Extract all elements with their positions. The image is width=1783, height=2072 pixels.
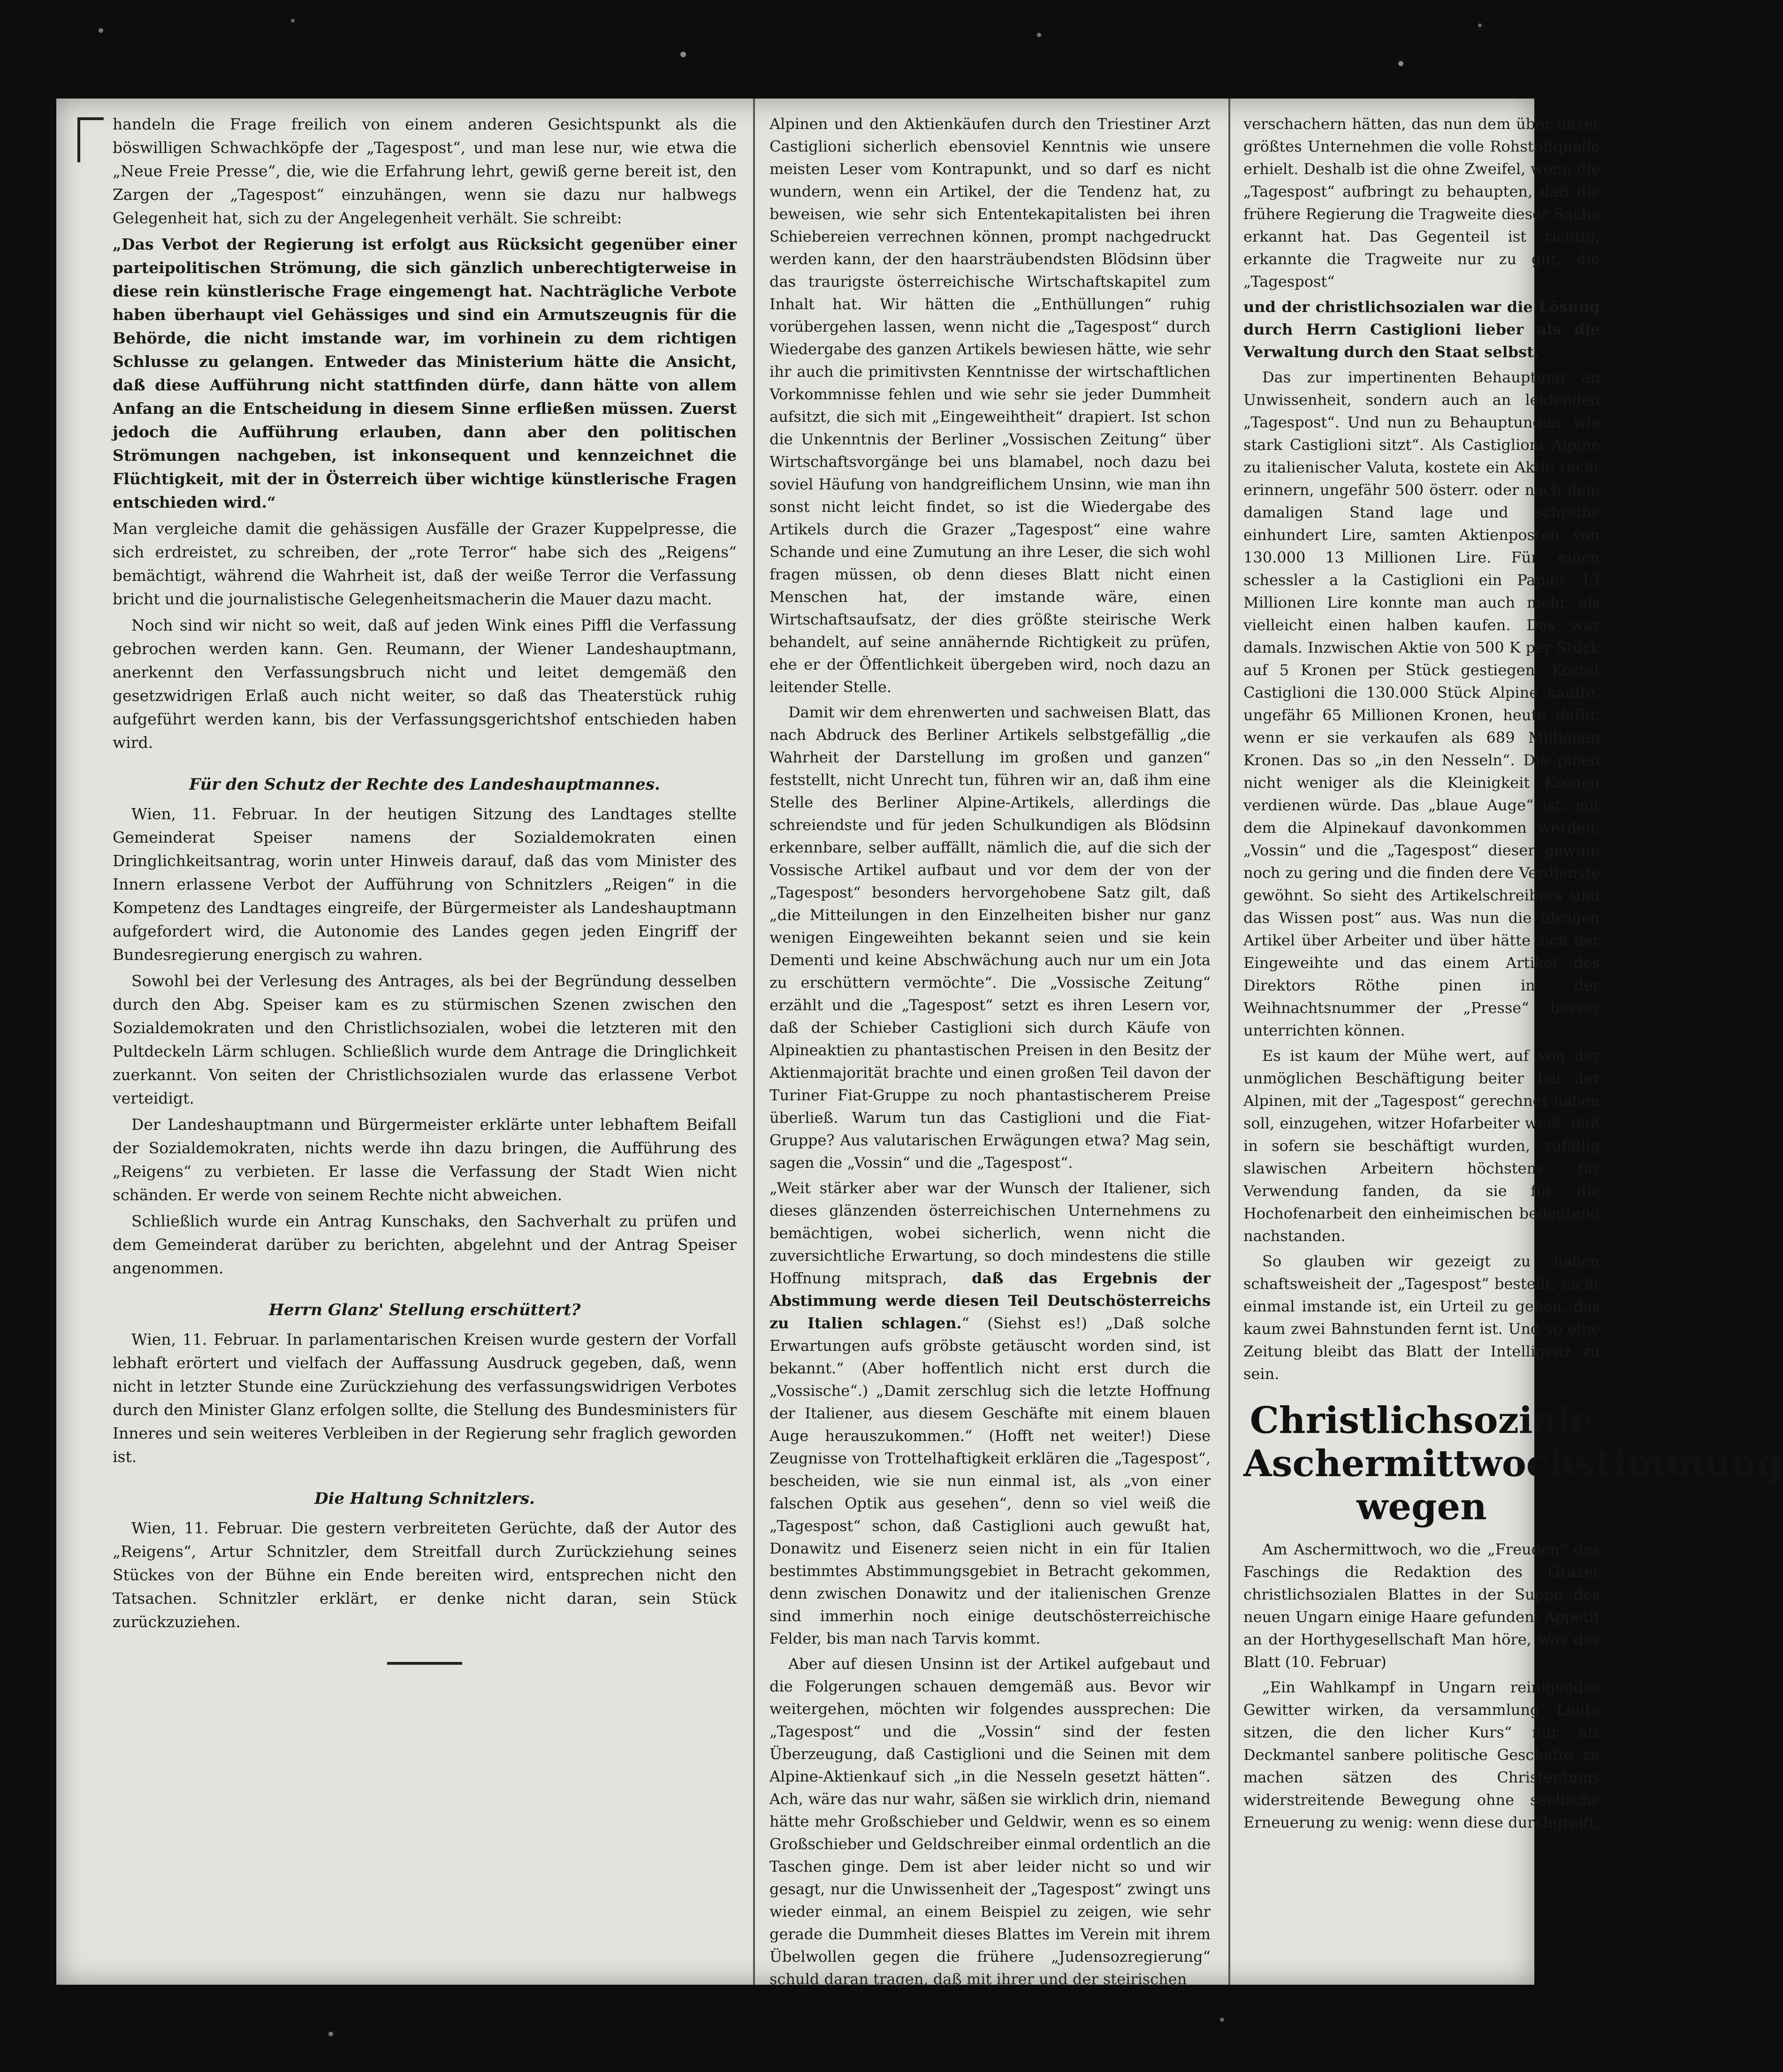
- paragraph: handeln die Frage freilich von einem anderen Gesichtspunkt als die böswilligen Schwachköpfe der „Tagespost“, und man lese nur, wie etwa die „Neue Freie Presse“, die, wie die Erfahrung lehrt, gewiß gerne bereit ist, den Zargen der „Tagespost“ einzuhängen, wenn sie dazu nur halbwegs Gelegenheit hat, sich zu der Angelegenheit verhält. Sie schreibt:: [113, 115, 737, 227]
- paragraph: Wien, 11. Februar. In parlamentarischen Kreisen wurde gestern der Vorfall lebhaft erörtert und vielfach der Auffassung Ausdruck gegeben, daß, wenn nicht in letzter Stunde eine Zurückziehung des verfassungswidrigen Verbotes durch den Minister Glanz erfolgen sollte, die Stellung des Bundesministers für Inneres und sein weiteres Verbleiben in der Regierung sehr fraglich geworden ist.: [113, 1330, 737, 1466]
- paragraph: Schließlich wurde ein Antrag Kunschaks, den Sachverhalt zu prüfen und dem Gemeinderat darüber zu berichten, abgelehnt und der Antrag Speiser angenommen.: [113, 1212, 737, 1277]
- paragraph: So glauben wir gezeigt zu haben schaftsweisheit der „Tagespost“ bestellt, nicht einmal imstande ist, ein Urteil zu geben, das kaum zwei Bahnstunden fernt ist. Und so eine Zeitung bleibt das Blatt der Intelligenz zu sein.: [1243, 1252, 1600, 1383]
- paragraph: Noch sind wir nicht so weit, daß auf jeden Wink eines Piffl die Verfassung gebrochen werden kann. Gen. Reumann, der Wiener Landeshauptmann, anerkennt den Verfassungsbruch nicht und leitet demgemäß den gesetzwidrigen Erlaß auch nicht weiter, so daß das Theaterstück ruhig aufgeführt werden kann, bis der Verfassungsgerichtshof entschieden haben wird.: [113, 616, 737, 752]
- paragraph: Sowohl bei der Verlesung des Antrages, als bei der Begründung desselben durch den Abg. Speiser kam es zu stürmischen Szenen zwischen den Sozialdemokraten und den Christlichsozialen, wobei die letzteren mit den Pultdeckeln Lärm schlugen. Schließlich wurde dem Antrage die Dringlichkeit zuerkannt. Von seiten der Christlichsozialen wurde das erlassene Verbot verteidigt.: [113, 972, 737, 1107]
- article-column-2: [770, 113, 1211, 1988]
- film-speck: [291, 19, 295, 23]
- subheading: Herrn Glanz' Stellung erschüttert?: [268, 1301, 581, 1319]
- article-headline: Christlichsoziale Aschermittwochstimmung wegen: [1243, 1399, 1783, 1528]
- article-column-3: [1243, 113, 1783, 1980]
- paragraph: Wien, 11. Februar. Die gestern verbreiteten Gerüchte, daß der Autor des „Reigens“, Artur Schnitzler, dem Streitfall durch Zurückziehung seines Stückes von der Bühne ein Ende bereiten wird, entsprechen nicht den Tatsachen. Schnitzler erklärt, er denke nicht daran, sein Stück zurückzuziehen.: [113, 1519, 737, 1631]
- quote-bold: daß das Ergebnis der Abstimmung werde diesen Teil Deutschösterreichs zu Italien schlagen.: [770, 1269, 1211, 1332]
- paragraph-quote: [770, 1177, 1211, 1650]
- film-speck: [328, 2032, 333, 2036]
- paragraph-bold: und der christlichsozialen war die Lösung durch Herrn Castiglioni lieber als die Verwaltung durch den Staat selbst.: [1243, 298, 1600, 361]
- film-speck: [680, 52, 686, 57]
- film-speck: [99, 28, 103, 33]
- subheading: Die Haltung Schnitzlers.: [314, 1489, 535, 1508]
- paragraph: Damit wir dem ehrenwerten und sachweisen Blatt, das nach Abdruck des Berliner Artikels selbstgefällig „die Wahrheit der Darstellung im großen und ganzen“ feststellt, nicht Unrecht tun, führen wir an, daß ihm eine Stelle des Berliner Alpine-Artikels, allerdings die schreiendste und für jeden Schulkundigen als Blödsinn erkennbare, selber auffällt, nämlich die, auf die sich der Vossische Artikel aufbaut und vor dem der von der „Tagespost“ besonders hervorgehobene Satz gilt, daß „die Mitteilungen in den Einzelheiten bisher nur ganz wenigen Eingeweihten bekannt seien und sie kein Dementi und keine Abschwächung auch nur um ein Jota zu erschüttern vermöchte“. Die „Vossische Zeitung“ erzählt und die „Tagespost“ setzt es ihren Lesern vor, daß der Schieber Castiglioni sich durch Käufe von Alpineaktien zu phantastischen Preisen in den Besitz der Aktienmajorität brachte und einen großen Teil davon der Turiner Fiat-Gruppe zu noch phantastischerem Preise überließ. Warum tun das Castiglioni und die Fiat-Gruppe? Aus valutarischen Erwägungen etwa? Mag sein, sagen die „Vossin“ und die „Tagespost“.: [770, 703, 1211, 1172]
- film-speck: [1037, 33, 1041, 37]
- quote-text-cont: “ (Siehst es!) „Daß solche Erwartungen aufs gröbste getäuscht worden sind, ist bekannt.“ (Aber hoffentlich nicht erst durch die „Vossische“.) „Damit zerschlug sich die letzte Hoffnung der Italiener, aus diesem Geschäfte mit einem blauen Auge herauszukommen.“ (Hofft net weiter!) Diese Zeugnisse von Trottelhaftigkeit erklären die „Tagespost“, bescheiden, wie sie nun einmal ist, als „von einer falschen Optik aus gesehen“, denn so viel weiß die „Tagespost“ schon, daß Castiglioni auch gewußt hat, Donawitz und Eisenerz seien nicht in ein für Italien bestimmtes Abstimmungsgebiet in Betracht gekommen, denn zwischen Donawitz und der italienischen Grenze sind immerhin noch einige deutschösterreichische Felder, bis man nach Tarvis kommt.: [770, 1314, 1211, 1647]
- corner-crop-mark: [77, 117, 104, 162]
- column-rule-1: [753, 99, 755, 1985]
- paragraph: Aber auf diesen Unsinn ist der Artikel aufgebaut und die Folgerungen schauen demgemäß aus. Bevor wir weitergehen, möchten wir folgendes aussprechen: Die „Tagespost“ und die „Vossin“ sind der festen Überzeugung, daß Castiglioni und die Seinen mit dem Alpine-Aktienkauf sich „in die Nesseln gesetzt hätten“. Ach, wäre das nur wahr, säßen sie wirklich drin, niemand hätte mehr Großschieber und Geldwir, wenn es so einem Großschieber und Geldschreiber einmal ordentlich an die Taschen ginge. Dem ist aber leider nicht so und wir gesagt, nur die Unwissenheit der „Tagespost“ zwingt uns wieder einmal, an einem Beispiel zu zeigen, wie sehr gerade die Dummheit dieses Blattes im Verein mit ihrem Übelwollen gegen die frühere „Judensozregierung“ schuld daran tragen, daß mit ihrer und der steirischen: [770, 1655, 1211, 1988]
- film-speck: [1478, 23, 1482, 27]
- paragraph: Das zur impertinenten Behauptung an Unwissenheit, sondern auch an leidenden „Tagespost“. Und nun zu Behauptungen, wie stark Castiglioni sitzt“. Als Castiglioni Alpine zu italienischer Valuta, kostete ein Aktie recht erinnern, ungefähr 500 österr. oder nach dem damaligen Stand lage und schreibe einhundert Lire, samten Aktienposten von 130.000 13 Millionen Lire. Für einen schessler a la Castiglioni ein Papier 13 Millionen Lire konnte man auch mehr als vielleicht einen halben kaufen. Das war damals. Inzwischen Aktie von 500 K per Stück auf 5 Kronen per Stück gestiegen. Kostet Castiglioni die 130.000 Stück Alpine kaufte, ungefähr 65 Millionen Kronen, heute dafür, wenn er sie verkaufen als 689 Millionen Kronen. Das so „in den Nesseln“. Die pinen nicht weniger als die Kleinigkeit Kronen verdienen würde. Das „blaue Auge“ ist, mit dem die Alpinekauf davonkommen werden, „Vossin“ und die „Tagespost“ dieser gewinn noch zu gering und die finden dere Verdienste gewöhnt. So sieht des Artikelschreibers und das Wissen post“ aus. Was nun die übrigen Artikel über Arbeiter und über hätte sich der Eingeweihte und das einem Artikel des Direktors Röthe pinen in der Weihnachtsnummer der „Presse“ besser unterrichten können.: [1243, 368, 1600, 1039]
- paragraph: verschachern hätten, das nun dem über unser größtes Unternehmen die volle Rohstoffquelle erhielt. Deshalb ist die ohne Zweifel, wenn die „Tagespost“ aufbringt zu behaupten, daß die frühere Regierung die Tragweite dieser Sache erkannt hat. Das Gegenteil ist richtig, erkannte die Tragweite nur zu gut, die „Tagespost“: [1243, 115, 1600, 290]
- paragraph: Man vergleiche damit die gehässigen Ausfälle der Grazer Kuppelpresse, die sich erdreistet, zu schreiben, der „rote Terror“ habe sich des „Reigens“ bemächtigt, während die Wahrheit ist, daß der weiße Terror die Verfassung bricht und die journalistische Gelegenheitsmacherin die Mauer dazu macht.: [113, 519, 737, 608]
- article-column-1: [113, 113, 737, 1980]
- paragraph: Wien, 11. Februar. In der heutigen Sitzung des Landtages stellte Gemeinderat Speiser namens der Sozialdemokraten einen Dringlichkeitsantrag, worin unter Hinweis darauf, daß das vom Minister des Innern erlassene Verbot der Aufführung von Schnitzlers „Reigen“ in die Kompetenz des Landtages eingreife, der Bürgermeister als Landeshauptmann aufgefordert wird, die Autonomie des Landes gegen jeden Eingriff der Bundesregierung energisch zu wahren.: [113, 805, 737, 964]
- paragraph: „Ein Wahlkampf in Ungarn reinigendes Gewitter wirken, da versammlung Leute sitzen, die den licher Kurs“ nur als Deckmantel sanbere politische Geschäfte zu machen sätzen des Christentums widerstreitende Bewegung ohne seelische Erneuerung zu wenig: wenn diese durchgreift,: [1243, 1678, 1600, 1831]
- paragraph: Am Aschermittwoch, wo die „Freuden“ des Faschings die Redaktion des Grazer christlichsozialen Blattes in der Suppe des neuen Ungarn einige Haare gefunden, Appetit an der Horthygesellschaft Man höre, was das Blatt (10. Februar): [1243, 1540, 1600, 1671]
- film-speck: [1398, 61, 1403, 66]
- paragraph: Es ist kaum der Mühe wert, auf von der unmöglichen Beschäftigung beiter bei der Alpinen, mit der „Tagespost“ gerechnet haben soll, einzugehen, witzer Hofarbeiter weiß, daß in sofern sie beschäftigt wurden, zufällig slawischen Arbeitern höchstens für Verwendung fanden, da sie für die Hochofenarbeit den einheimischen bedeutend nachstanden.: [1243, 1047, 1600, 1245]
- film-speck: [1220, 2018, 1224, 2022]
- paragraph: Alpinen und den Aktienkäufen durch den Triestiner Arzt Castiglioni sicherlich ebensoviel Kenntnis wie unsere meisten Leser vom Kontrapunkt, und so darf es nicht wundern, wenn ein Artikel, der die Tendenz hat, zu beweisen, wie sehr sich Ententekapitalisten bei ihren Schiebereien verrechnen können, prompt nachgedruckt werden kann, der den haarsträubendsten Blödsinn über das traurigste österreichische Wirtschaftskapitel zum Inhalt hat. Wir hätten die „Enthüllungen“ ruhig vorübergehen lassen, wenn nicht die „Tagespost“ durch Wiedergabe des ganzen Artikels bewiesen hätte, wie sehr ihr auch die primitivsten Kenntnisse der wirtschaftlichen Vorkommnisse fehlen und wie sehr sie jeder Dummheit aufsitzt, die sich mit „Eingeweihtheit“ drapiert. Ist schon die Unkenntnis der Berliner „Vossischen Zeitung“ über Wirtschaftsvorgänge bei uns blamabel, noch dazu bei soviel Häufung von handgreiflichem Unsinn, wie man ihn sonst nicht leicht findet, so ist die Wiedergabe des Artikels durch die Grazer „Tagespost“ eine wahre Schande und eine Zumutung an ihre Leser, die sich wohl fragen müssen, ob denn dieses Blatt nicht einen Menschen hat, der imstande wäre, einen Wirtschaftsaufsatz, der dies größte steirische Werk behandelt, auf seine annähernde Richtigkeit zu prüfen, ehe er der Öffentlichkeit übergeben wird, noch dazu an leitender Stelle.: [770, 115, 1211, 696]
- paragraph-quote: „Das Verbot der Regierung ist erfolgt aus Rücksicht gegenüber einer parteipolitischen Strömung, die sich gänzlich unberechtigterweise in diese rein künstlerische Frage eingemengt hat. Nachträgliche Verbote haben überhaupt viel Gehässiges und sind ein Armutszeugnis für die Behörde, die nicht imstande war, im vorhinein zu dem richtigen Schlusse zu gelangen. Entweder das Ministerium hätte die Ansicht, daß diese Aufführung nicht stattfinden dürfe, dann hätte von allem Anfang an die Entscheidung in diesem Sinne erfließen müssen. Zuerst jedoch die Aufführung erlauben, dann aber den politischen Strömungen nachgeben, ist inkonsequent und kennzeichnet die Flüchtigkeit, mit der in Österreich über wichtige künstlerische Fragen entschieden wird.“: [113, 235, 737, 511]
- quote-text: „Weit stärker aber war der Wunsch der Italiener, sich dieses glänzenden österreichischen Unternehmens zu bemächtigen, wobei sicherlich, wenn nicht die zuversichtliche Erwartung, so doch mindestens die stille Hoffnung mitsprach,: [770, 1179, 1211, 1287]
- column-rule-2: [1228, 99, 1230, 1985]
- subheading: Für den Schutz der Rechte des Landeshauptmannes.: [189, 775, 660, 794]
- paragraph: Der Landeshauptmann und Bürgermeister erklärte unter lebhaftem Beifall der Sozialdemokraten, nichts werde ihn dazu bringen, die Aufführung des „Reigens“ zu verbieten. Er lasse die Verfassung der Stadt Wien nicht schänden. Er werde von seinem Rechte nicht abweichen.: [113, 1115, 737, 1204]
- end-rule: [387, 1662, 462, 1665]
- newspaper-sheet: [56, 99, 1783, 1988]
